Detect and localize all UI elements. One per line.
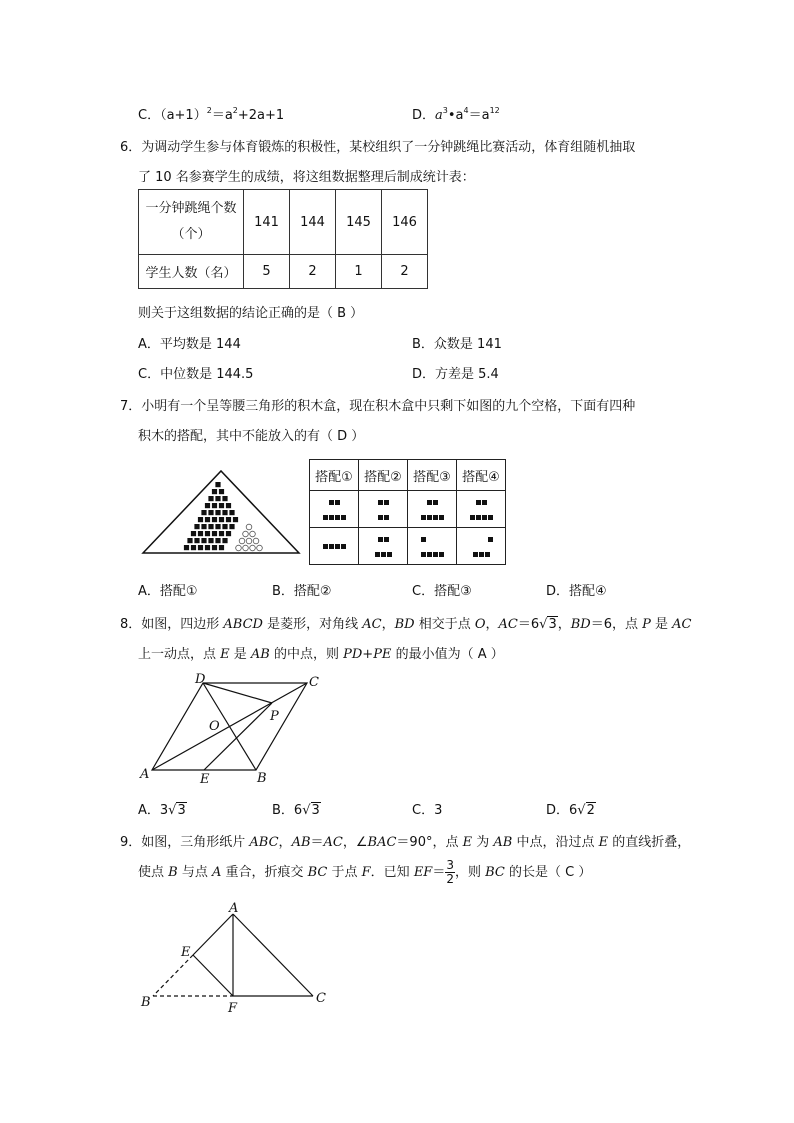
q7-option-c: C．搭配③ [412, 584, 472, 599]
math: ABC [249, 835, 279, 850]
filled-block [198, 517, 203, 522]
q6-question: 则关于这组数据的结论正确的是（ B ） [138, 306, 364, 321]
q8-option-b [272, 799, 321, 818]
filled-block [226, 517, 231, 522]
expr-part: +2a+1 [237, 108, 285, 123]
q7-stem-line1: 7．小明有一个呈等腰三角形的积木盒，现在积木盒中只剩下如图的九个空格，下面有四种 [120, 399, 636, 414]
text: ， [485, 617, 499, 632]
segment-ae [193, 914, 233, 955]
math: BAC [367, 835, 397, 850]
exponent: 2 [232, 106, 238, 115]
math: A [211, 865, 222, 880]
text: 于点 [327, 865, 362, 880]
filled-block [215, 538, 220, 543]
math: AB [493, 835, 513, 850]
text: ．已知 [370, 865, 414, 880]
radicand: 3 [177, 803, 186, 818]
filled-block [201, 524, 206, 529]
expr-part: （a+1） [160, 108, 207, 123]
filled-block [222, 496, 227, 501]
radicand: 3 [548, 617, 557, 632]
q8-option-c: C．3 [412, 803, 443, 818]
filled-block [205, 545, 210, 550]
math: BC [485, 865, 505, 880]
sqrt: √3 [539, 617, 557, 632]
math: E [598, 835, 609, 850]
radicand: 3 [311, 803, 320, 818]
text: ， [557, 617, 571, 632]
combo-piece-cell [457, 491, 506, 528]
empty-slot [236, 545, 242, 551]
filled-block [208, 538, 213, 543]
table-cell: 141 [244, 190, 290, 255]
label-e: E [181, 945, 191, 960]
combo-piece-cell [359, 528, 408, 565]
filled-block [212, 489, 217, 494]
text: 的中点，则 [269, 647, 344, 662]
empty-slot [257, 545, 263, 551]
combo-header: 搭配② [359, 460, 408, 491]
text: ＝6，点 [590, 617, 643, 632]
text: 上一动点，点 [138, 647, 221, 662]
filled-block [233, 517, 238, 522]
exponent: 12 [489, 106, 500, 115]
filled-block [222, 524, 227, 529]
filled-block [219, 531, 224, 536]
text: ， [278, 835, 292, 850]
filled-block [222, 538, 227, 543]
table-cell: 1 [336, 255, 382, 289]
filled-block [215, 482, 220, 487]
filled-block [229, 510, 234, 515]
denominator: 2 [446, 872, 454, 886]
table-cell: 145 [336, 190, 382, 255]
q7-option-d: D．搭配④ [546, 584, 607, 599]
combo-header: 搭配③ [408, 460, 457, 491]
dashed-eb [153, 955, 193, 996]
filled-block [198, 531, 203, 536]
empty-slot [250, 545, 256, 551]
filled-block [194, 538, 199, 543]
text: ＝ [432, 865, 446, 880]
table-cell: 2 [382, 255, 428, 289]
q6-option-a: A．平均数是 144 [138, 337, 241, 352]
combo-piece-cell [310, 491, 359, 528]
math: AC [362, 617, 382, 632]
text: 9．如图，三角形纸片 [120, 835, 250, 850]
math: ABCD [223, 617, 263, 632]
block-box-triangle-figure [140, 468, 302, 556]
side-ac [233, 914, 313, 996]
label-b: B [141, 995, 151, 1010]
text: ＝90°，点 [396, 835, 463, 850]
text: 重合，折痕交 [221, 865, 308, 880]
filled-block [201, 510, 206, 515]
table-cell: 144 [290, 190, 336, 255]
filled-block [219, 503, 224, 508]
text: 8．如图，四边形 [120, 617, 224, 632]
q7-stem-line2: 积木的搭配，其中不能放入的有（ D ） [138, 429, 365, 444]
rhombus-figure [135, 670, 335, 788]
q8-option-d [546, 799, 596, 818]
empty-slot [243, 545, 249, 551]
math: EF [413, 865, 433, 880]
table-row [310, 491, 506, 528]
text: 中点，沿过点 [512, 835, 599, 850]
filled-block [208, 524, 213, 529]
filled-block [205, 531, 210, 536]
filled-block [184, 545, 189, 550]
label-c: C [316, 991, 326, 1006]
math: B [168, 865, 178, 880]
filled-block [208, 510, 213, 515]
filled-block [205, 503, 210, 508]
math: AB [291, 835, 311, 850]
filled-block [191, 545, 196, 550]
text: 与点 [177, 865, 212, 880]
filled-block [226, 531, 231, 536]
filled-block [219, 517, 224, 522]
triangle-cells [184, 482, 262, 551]
filled-block [198, 545, 203, 550]
q8-option-a [138, 799, 187, 818]
q6-option-b: B．众数是 141 [412, 337, 502, 352]
text: 是 [650, 617, 673, 632]
q8-stem-line2 [138, 643, 504, 662]
q6-option-c: C．中位数是 144.5 [138, 367, 254, 382]
table-cell: 146 [382, 190, 428, 255]
empty-slot [243, 531, 249, 537]
label-p: P [270, 709, 279, 724]
text: ， [381, 617, 395, 632]
table-header-cell: 学生人数（名） [139, 255, 244, 289]
math: BD [394, 617, 415, 632]
filled-block [219, 489, 224, 494]
filled-block [215, 524, 220, 529]
filled-block [215, 496, 220, 501]
table-cell: 2 [290, 255, 336, 289]
filled-block [212, 503, 217, 508]
q7-combo-table [309, 459, 506, 565]
triangle-outline [143, 471, 299, 553]
sqrt: √3 [302, 803, 320, 818]
filled-block [226, 503, 231, 508]
filled-block [208, 496, 213, 501]
filled-block [194, 524, 199, 529]
combo-piece-cell [310, 528, 359, 565]
filled-block [205, 517, 210, 522]
text: ，∠ [342, 835, 368, 850]
text: 的最小值为（ A ） [391, 647, 504, 662]
combo-piece-cell [457, 528, 506, 565]
table-cell: 5 [244, 255, 290, 289]
label-c: C [309, 675, 319, 690]
q6-stem-line2: 了 10 名参赛学生的成绩，将这组数据整理后制成统计表： [138, 170, 475, 185]
empty-slot [253, 538, 259, 544]
header-text: （个） [171, 227, 211, 242]
math: P [642, 617, 651, 632]
text: 为 [472, 835, 494, 850]
sqrt: √2 [577, 803, 595, 818]
text: 使点 [138, 865, 169, 880]
table-header-cell [139, 190, 244, 255]
filled-block [212, 531, 217, 536]
label-b: B [257, 771, 267, 786]
text: 是菱形，对角线 [262, 617, 363, 632]
q7-option-a: A．搭配① [138, 584, 198, 599]
q6-stem-line1: 6．为调动学生参与体育锻炼的积极性，某校组织了一分钟跳绳比赛活动，体育组随机抽取 [120, 140, 636, 155]
math: F [361, 865, 371, 880]
q6-stat-table [138, 189, 428, 289]
exponent: 3 [442, 106, 448, 115]
expr-part: ＝a [468, 108, 490, 123]
combo-header: 搭配① [310, 460, 359, 491]
table-row [310, 460, 506, 491]
radicand: 2 [586, 803, 595, 818]
text: ，则 [454, 865, 486, 880]
text: D．6 [546, 803, 578, 818]
q7-option-b: B．搭配② [272, 584, 332, 599]
filled-block [229, 524, 234, 529]
text: 的直线折叠， [608, 835, 691, 850]
sqrt: √3 [168, 803, 186, 818]
empty-slot [246, 524, 252, 530]
empty-slot [246, 538, 252, 544]
q6-option-d: D．方差是 5.4 [412, 367, 499, 382]
combo-piece-cell [408, 491, 457, 528]
filled-block [212, 545, 217, 550]
empty-slot [239, 538, 245, 544]
combo-piece-cell [359, 491, 408, 528]
expr-part: •a [447, 108, 464, 123]
combo-piece-cell [408, 528, 457, 565]
numerator: 3 [446, 858, 454, 872]
table-row [139, 255, 428, 289]
text: ＝6 [517, 617, 540, 632]
filled-block [219, 545, 224, 550]
q5-option-d [412, 104, 500, 123]
table-row [310, 528, 506, 565]
crease-ef [193, 955, 233, 996]
text: A．3 [138, 803, 169, 818]
math: AB [250, 647, 270, 662]
math: PD+PE [343, 647, 392, 662]
text: 的长是（ C ） [504, 865, 592, 880]
math: BC [307, 865, 328, 880]
expr-part: ＝a [211, 108, 233, 123]
empty-slot [250, 531, 256, 537]
label-d: D [195, 672, 206, 687]
table-row [139, 190, 428, 255]
combo-header: 搭配④ [457, 460, 506, 491]
math: AC [498, 617, 518, 632]
expr-part: a [435, 108, 443, 123]
q9-stem-line1 [120, 831, 690, 850]
filled-block [215, 510, 220, 515]
exponent: 2 [206, 106, 212, 115]
q8-stem-line1 [120, 613, 692, 632]
label-e: E [200, 772, 210, 787]
q9-stem-line2 [138, 859, 591, 886]
option-label: C． [138, 108, 161, 123]
fraction [445, 859, 455, 886]
fold-triangle-figure [135, 898, 335, 1018]
text: B．6 [272, 803, 303, 818]
label-a: A [140, 767, 150, 782]
text: 是 [229, 647, 251, 662]
math: E [462, 835, 473, 850]
filled-block [191, 531, 196, 536]
math: AC [672, 617, 692, 632]
filled-block [201, 538, 206, 543]
q5-option-c [138, 104, 284, 123]
math: AC [323, 835, 343, 850]
label-f: F [228, 1001, 238, 1016]
math: O [474, 617, 486, 632]
filled-block [222, 510, 227, 515]
filled-block [212, 517, 217, 522]
math: BD [570, 617, 591, 632]
math: E [220, 647, 230, 662]
option-label: D． [412, 108, 436, 123]
label-o: O [209, 719, 220, 734]
header-text: 一分钟跳绳个数 [145, 201, 237, 216]
text: ＝ [310, 835, 324, 850]
text: 相交于点 [414, 617, 475, 632]
filled-block [187, 538, 192, 543]
label-a: A [229, 901, 239, 916]
exponent: 4 [463, 106, 469, 115]
